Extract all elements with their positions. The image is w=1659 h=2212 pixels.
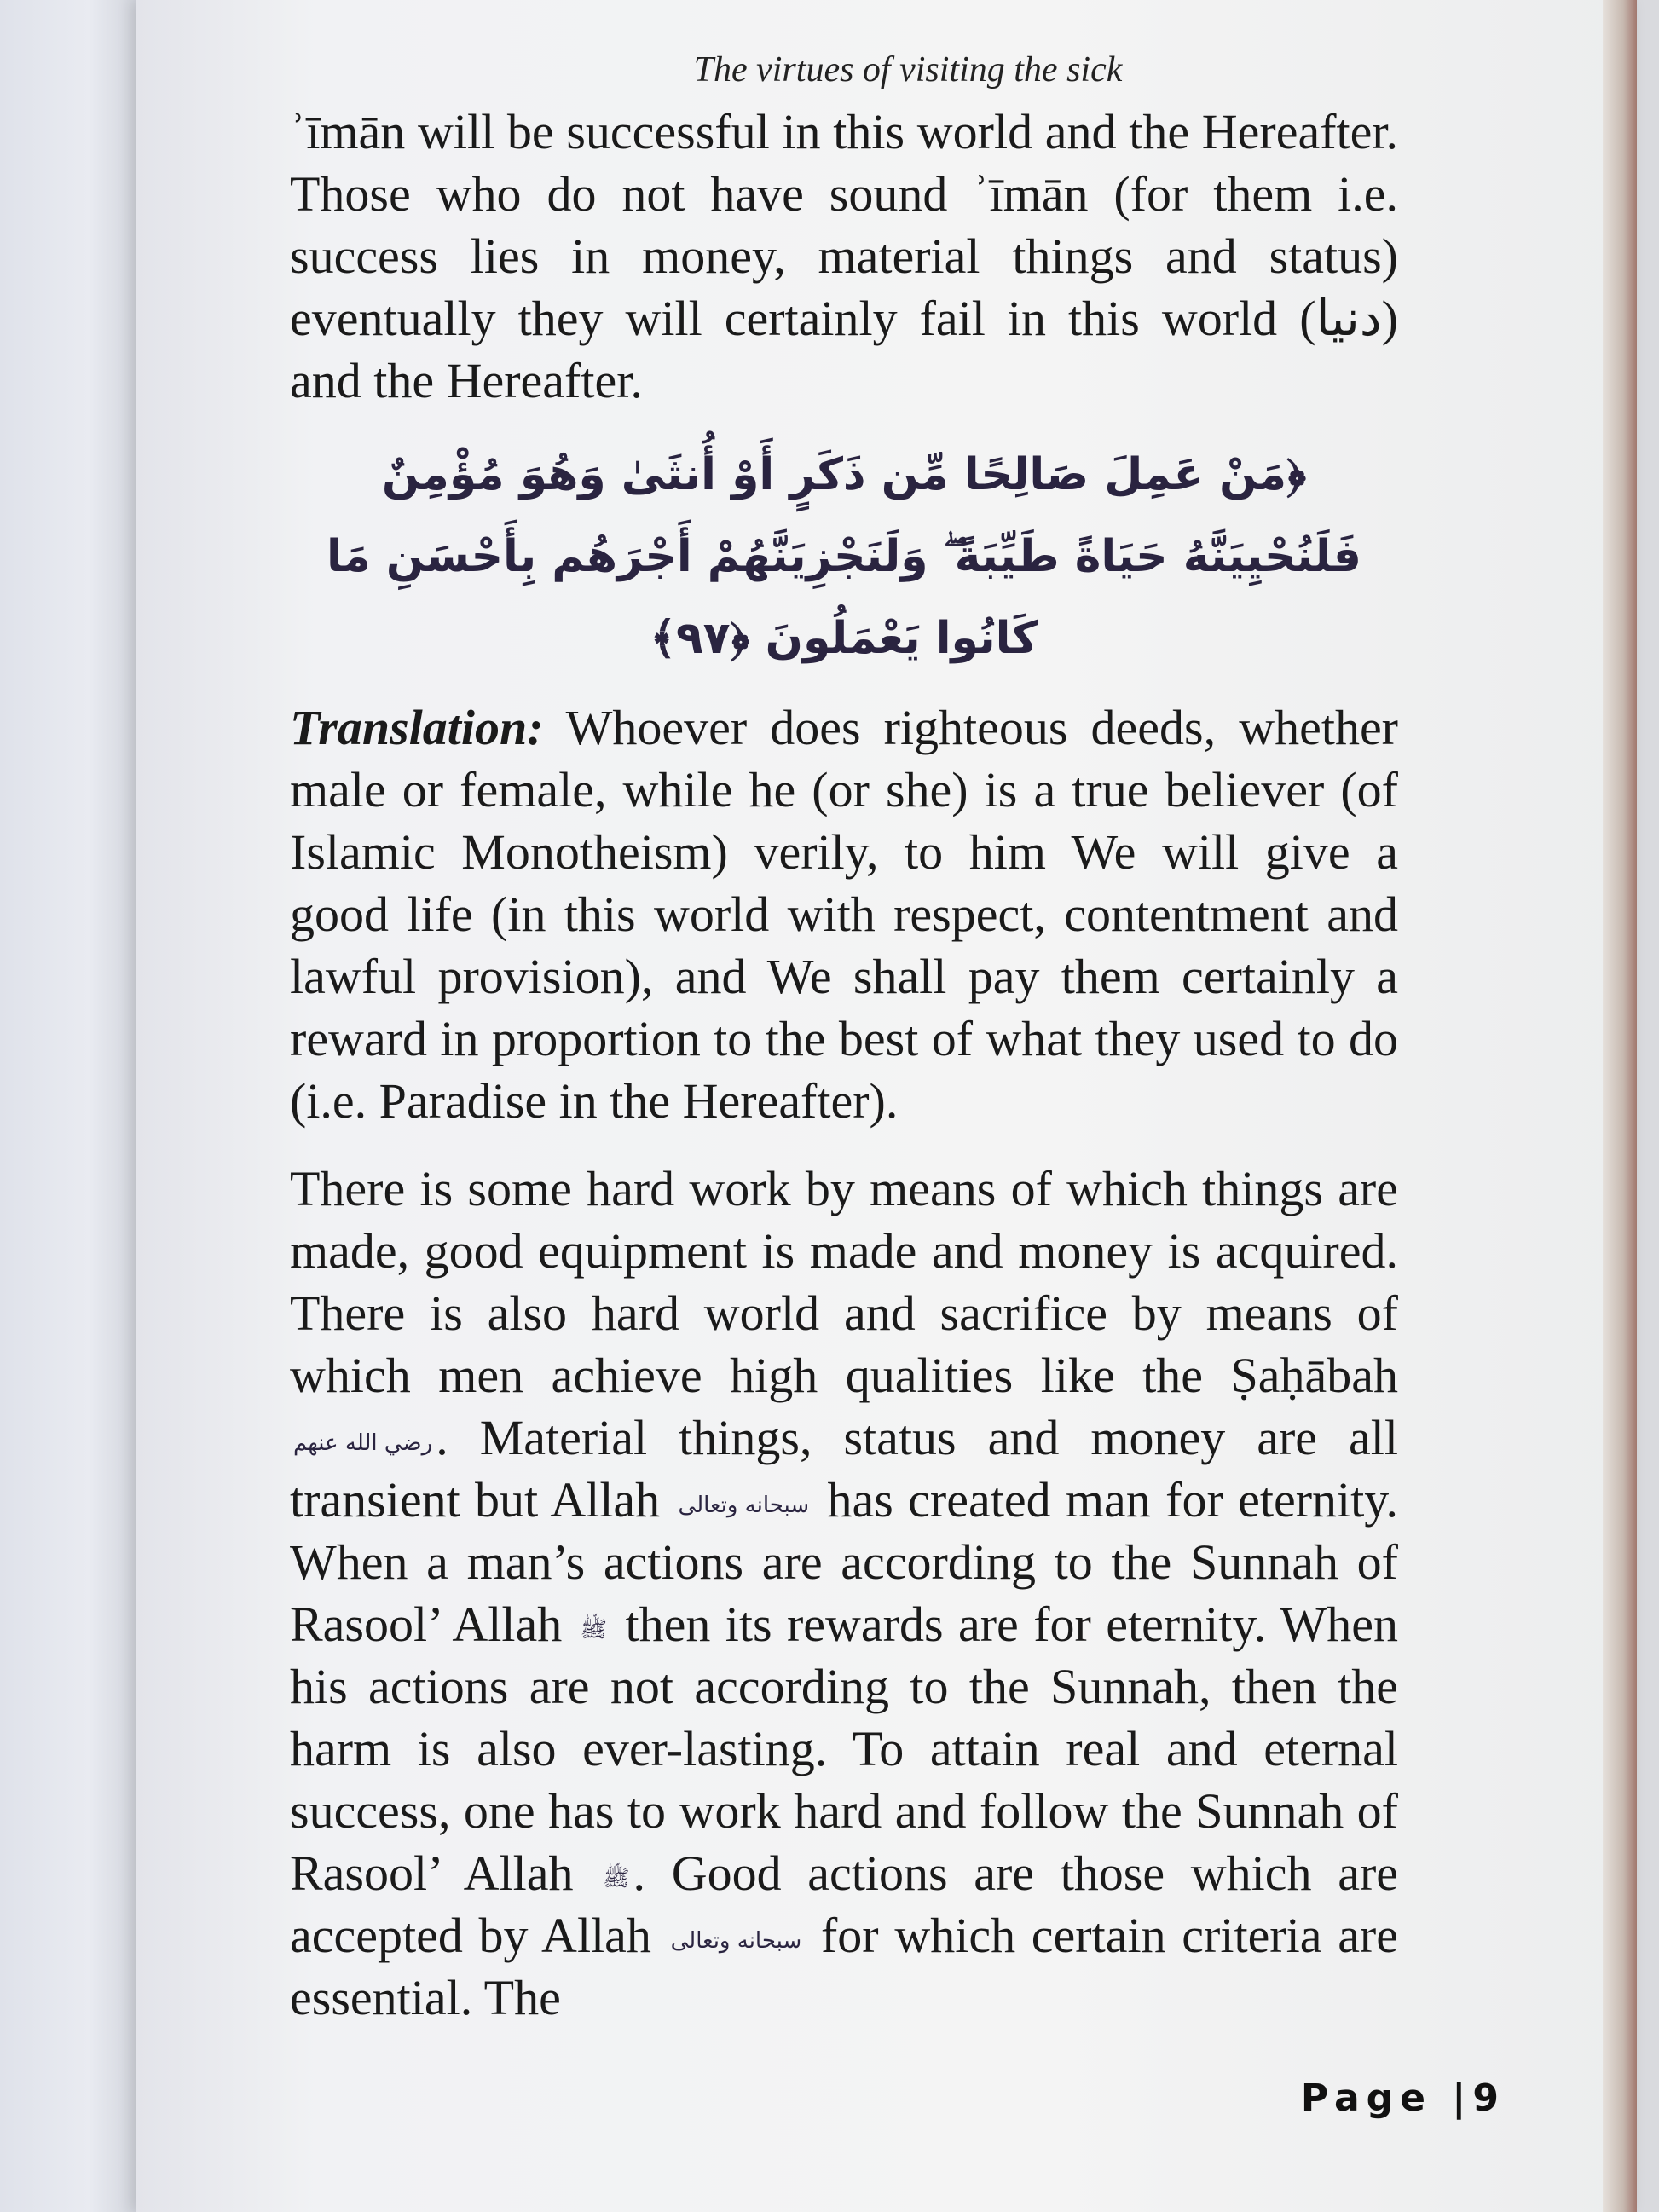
honorific-allah-icon: سبحانه وتعالى [678, 1492, 810, 1518]
translation-label: Translation: [290, 700, 544, 755]
translation-paragraph [290, 696, 1398, 1132]
honorific-rasool-icon: ﷺ [580, 1616, 608, 1643]
page-number: Page |9 [1300, 2076, 1506, 2120]
honorific-allah-icon: سبحانه وتعالى [670, 1927, 802, 1954]
paragraph-1: ʾīmān will be successful in this world and the Hereafter. Those who do not have sound ʾīmān (for them i.e. success lies in money, material things and status) eventually they will certainly fail in this world (دنیا) and the Hereafter. [290, 104, 1398, 408]
p3-segment-f: for which certain criteria are essential. The [290, 1908, 1398, 2025]
p3-segment-d: then its rewards are for eternity. When his actions are not according to the Sunnah, then the harm is also ever-lasting. To attain real and eternal success, one has to work hard and follow the Sunnah of Rasool’ Allah [290, 1597, 1399, 1901]
translation-text: Whoever does righteous deeds, whether male or female, while he (or she) is a true believer (of Islamic Monotheism) verily, to him We will give a good life (in this world with respect, contentment and lawful provision), and We shall pay them certainly a reward in proportion to the best of what they used to do (i.e. Paradise in the Hereafter). [290, 700, 1398, 1129]
honorific-sahabah-icon: رضي الله عنهم [293, 1429, 433, 1456]
page-body [290, 101, 1398, 2029]
honorific-rasool-icon: ﷺ [603, 1865, 630, 1891]
page-right-edge [1603, 0, 1637, 2212]
p3-segment-a: There is some hard work by means of which things are made, good equipment is made and money is acquired. There is also hard world and sacrifice by means of which men achieve high qualities like the Ṣaḥābah [290, 1161, 1398, 1403]
quran-verse: ﴿مَنْ عَمِلَ صَالِحًا مِّن ذَكَرٍ أَوْ أُنثَىٰ وَهُوَ مُؤْمِنٌ فَلَنُحْيِيَنَّهُ حَيَاةً طَيِّبَةً ۖ وَلَنَجْزِيَنَّهُمْ أَجْرَهُم بِأَحْسَنِ مَا كَانُوا يَعْمَلُونَ ﴿٩٧﴾ [327, 449, 1361, 664]
p3-segment-c: has created man for eternity. When a man’s actions are according to the Sunnah of Rasool’ Allah [290, 1472, 1398, 1652]
paragraph-3 [290, 1158, 1398, 2029]
p3-segment-b: . Material things, status and money are all transient but Allah [290, 1410, 1398, 1528]
running-head: The virtues of visiting the sick [693, 50, 1123, 90]
paragraph-gap [290, 1132, 1398, 1158]
p3-segment-e: . Good actions are those which are accepted by Allah [290, 1845, 1398, 1963]
